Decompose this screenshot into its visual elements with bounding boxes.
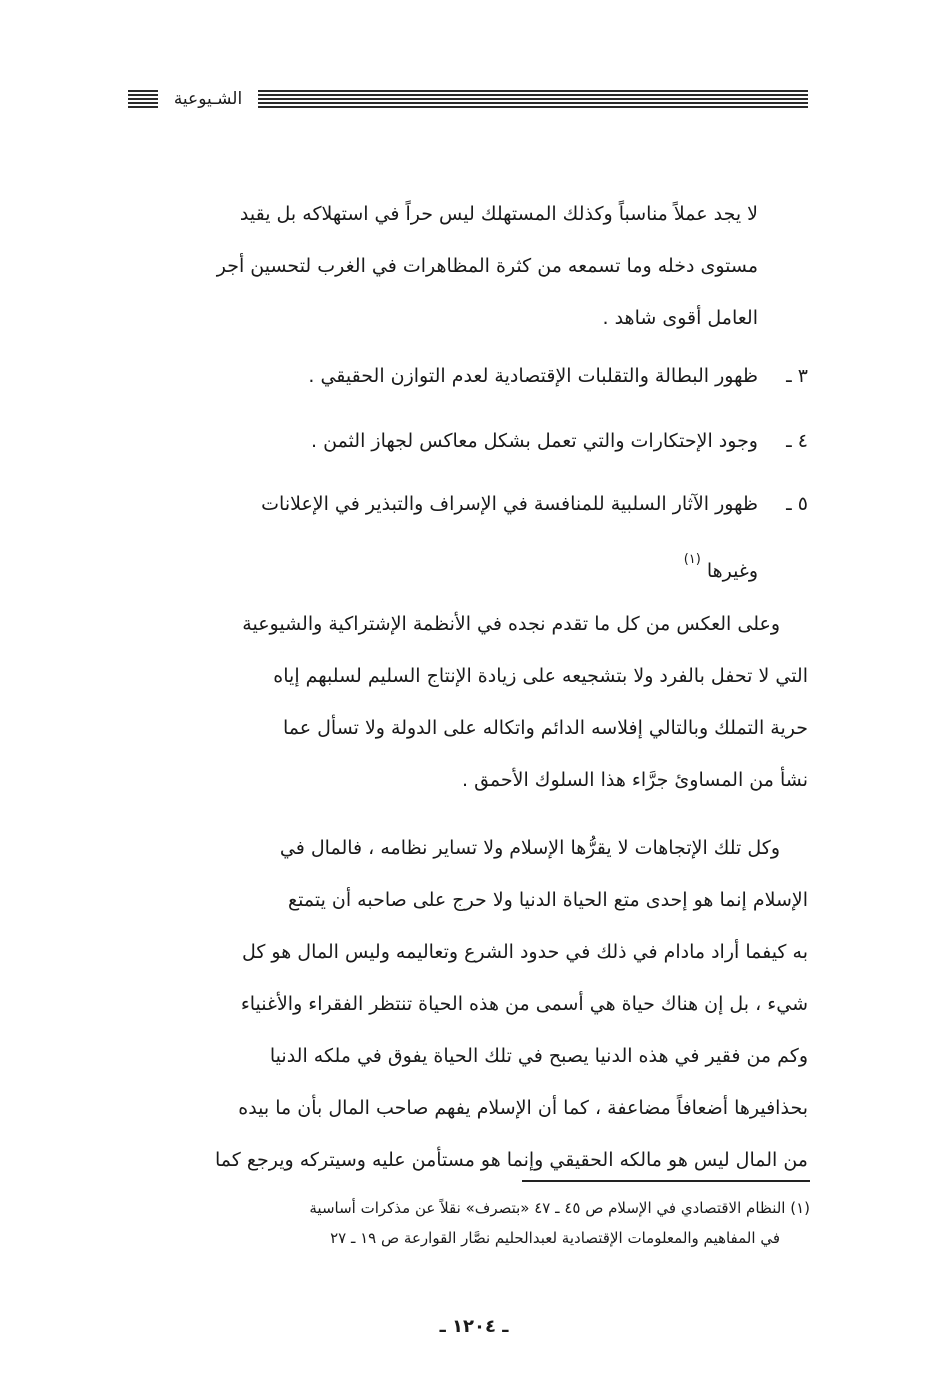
text-line: وعلى العكس من كل ما تقدم نجده في الأنظمة الإشتراكية والشيوعية	[242, 613, 780, 635]
text-line: بحذافيرها أضعافاً مضاعفة ، كما أن الإسلام يفهم صاحب المال بأن ما بيده	[238, 1097, 808, 1119]
text-line: وكم من فقير في هذه الدنيا يصبح في تلك الحياة يفوق في ملكه الدنيا	[269, 1045, 808, 1067]
list-item-number: ٣ ـ	[786, 365, 808, 387]
text-line: به كيفما أراد مادام في ذلك في حدود الشرع وتعاليمه وليس المال هو كل	[241, 941, 808, 963]
header-rule-right	[258, 90, 808, 110]
list-item-3	[130, 350, 808, 402]
list-item-line: ظهور الآثار السلبية للمنافسة في الإسراف والتبذير في الإعلانات	[261, 493, 758, 515]
footnote-line: في المفاهيم والمعلومات الإقتصادية لعبدالحليم نصَّار القوارعة ص ١٩ ـ ٢٧	[330, 1229, 780, 1247]
running-header	[128, 86, 808, 116]
text-line: الإسلام إنما هو إحدى متع الحياة الدنيا ولا حرج على صاحبه أن يتمتع	[288, 889, 808, 911]
list-item-4	[130, 415, 808, 467]
header-title: الشـيوعية	[173, 89, 243, 109]
paragraph-2	[130, 598, 808, 806]
header-rule-left	[128, 90, 158, 110]
list-item-number: ٤ ـ	[786, 430, 808, 452]
text-line: التي لا تحفل بالفرد ولا بتشجيعه على زيادة الإنتاج السليم لسلبهم إياه	[273, 665, 808, 687]
list-item-number: ٥ ـ	[786, 493, 808, 515]
continued-paragraph	[130, 188, 758, 344]
page-number: ـ ١٢٠٤ ـ	[439, 1316, 509, 1337]
text-line: نشأ من المساوئ جرَّاء هذا السلوك الأحمق .	[461, 769, 808, 791]
footnote-divider	[522, 1180, 810, 1182]
list-item-line	[130, 532, 758, 599]
text-line: العامل أقوى شاهد .	[602, 307, 758, 329]
list-item-text: وجود الإحتكارات والتي تعمل بشكل معاكس لجهاز الثمن .	[311, 430, 758, 452]
footnote	[130, 1193, 810, 1253]
text-line: وكل تلك الإتجاهات لا يقرُّها الإسلام ولا تساير نظامه ، فالمال في	[279, 837, 780, 859]
text-line: شيء ، بل إن هناك حياة هي أسمى من هذه الحياة تنتظر الفقراء والأغنياء	[240, 993, 808, 1015]
list-item-5	[130, 476, 808, 599]
list-item-text	[130, 476, 758, 599]
paragraph-3	[130, 822, 808, 1186]
text-line: لا يجد عملاً مناسباً وكذلك المستهلك ليس حراً في استهلاكه بل يقيد	[239, 203, 758, 225]
footnote-reference: (١)	[683, 552, 701, 567]
list-item-text: ظهور البطالة والتقلبات الإقتصادية لعدم التوازن الحقيقي .	[308, 365, 758, 387]
list-item-line-text: وغيرها	[706, 560, 758, 582]
footnote-line: (١) النظام الاقتصادي في الإسلام ص ٤٥ ـ ٤٧ «بتصرف» نقلاً عن مذكرات أساسية	[309, 1199, 810, 1217]
text-line: من المال ليس هو مالكه الحقيقي وإنما هو مستأمن عليه وسيتركه ويرجع كما	[215, 1149, 808, 1171]
text-line: حرية التملك وبالتالي إفلاسه الدائم واتكاله على الدولة ولا تسأل عما	[282, 717, 808, 739]
text-line: مستوى دخله وما تسمعه من كثرة المظاهرات في الغرب لتحسين أجر	[216, 255, 758, 277]
